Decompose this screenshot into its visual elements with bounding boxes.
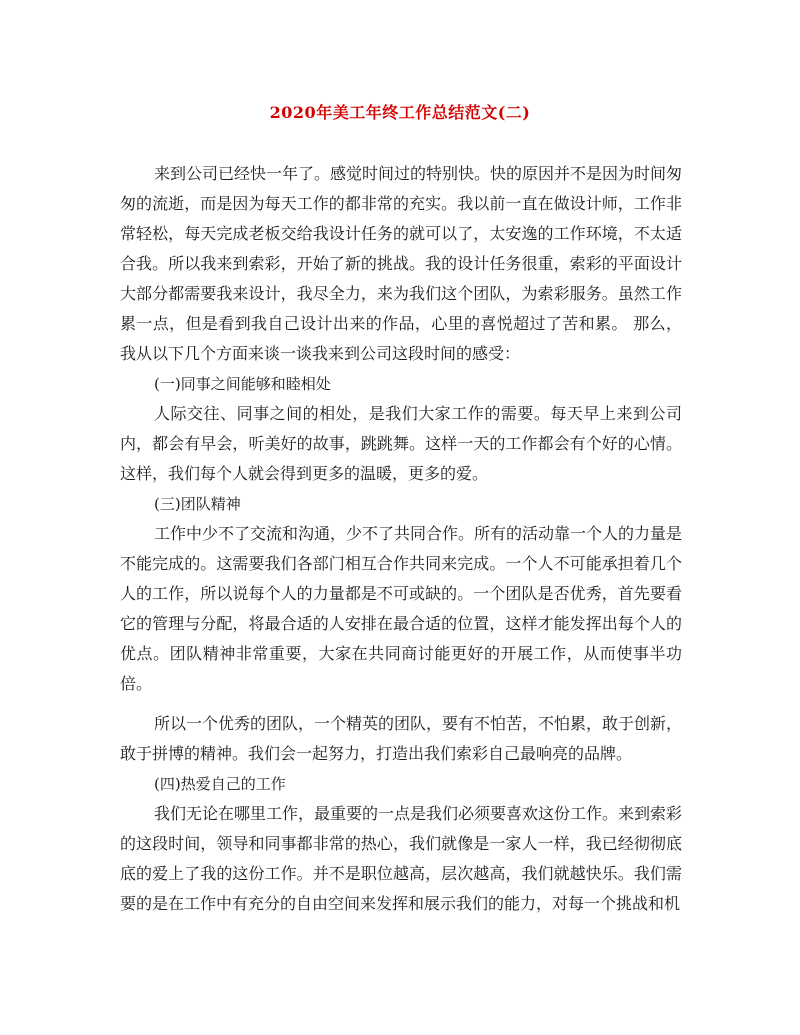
section-heading-colleagues: (一)同事之间能够和睦相处 xyxy=(154,375,331,393)
section-heading-team-spirit: (三)团队精神 xyxy=(154,495,241,513)
paragraph-excellent-team: 所以一个优秀的团队，一个精英的团队，要有不怕苦，不怕累，敢于创新，敢于拼博的精神。我们会一起努力，打造出我们索彩自己最响亮的品牌。 xyxy=(120,714,683,763)
section-heading-love-work: (四)热爱自己的工作 xyxy=(154,775,286,793)
paragraph-team-spirit: 工作中少不了交流和沟通，少不了共同合作。所有的活动靠一个人的力量是不能完成的。这需要我们各部门相互合作共同来完成。一个人不可能承担着几个人的工作，所以说每个人的力量都是不可或缺的。一个团队是否优秀，首先要看它的管理与分配，将最合适的人安排在最合适的位置，这样才能发挥出每个人的优点。团队精神非常重要，大家在共同商讨能更好的开展工作，从而使事半功倍。 xyxy=(120,524,683,693)
paragraph-intro: 来到公司已经快一年了。感觉时间过的特别快。快的原因并不是因为时间匆匆的流逝，而是因为每天工作的都非常的充实。我以前一直在做设计师，工作非常轻松，每天完成老板交给我设计任务的就可以了，太安逸的工作环境，不太适合我。所以我来到索彩，开始了新的挑战。我的设计任务很重，索彩的平面设计大部分都需要我来设计，我尽全力，来为我们这个团队，为索彩服务。虽然工作累一点，但是看到我自己设计出来的作品，心里的喜悦超过了苦和累。 那么，我从以下几个方面来谈一谈我来到公司这段时间的感受： xyxy=(120,164,683,363)
paragraph-love-work: 我们无论在哪里工作，最重要的一点是我们必须要喜欢这份工作。来到索彩的这段时间，领导和同事都非常的热心，我们就像是一家人一样，我已经彻彻底底的爱上了我的这份工作。并不是职位越高，层次越高，我们就越快乐。我们需要的是在工作中有充分的自由空间来发挥和展示我们的能力，对每一个挑战和机 xyxy=(120,804,683,913)
paragraph-colleagues: 人际交往、同事之间的相处，是我们大家工作的需要。每天早上来到公司内，都会有早会，听美好的故事，跳跳舞。这样一天的工作都会有个好的心情。这样，我们每个人就会得到更多的温暖，更多的爱。 xyxy=(120,404,682,483)
document-body xyxy=(120,159,682,919)
document-title: 2020年美工年终工作总结范文(二) xyxy=(269,103,531,122)
